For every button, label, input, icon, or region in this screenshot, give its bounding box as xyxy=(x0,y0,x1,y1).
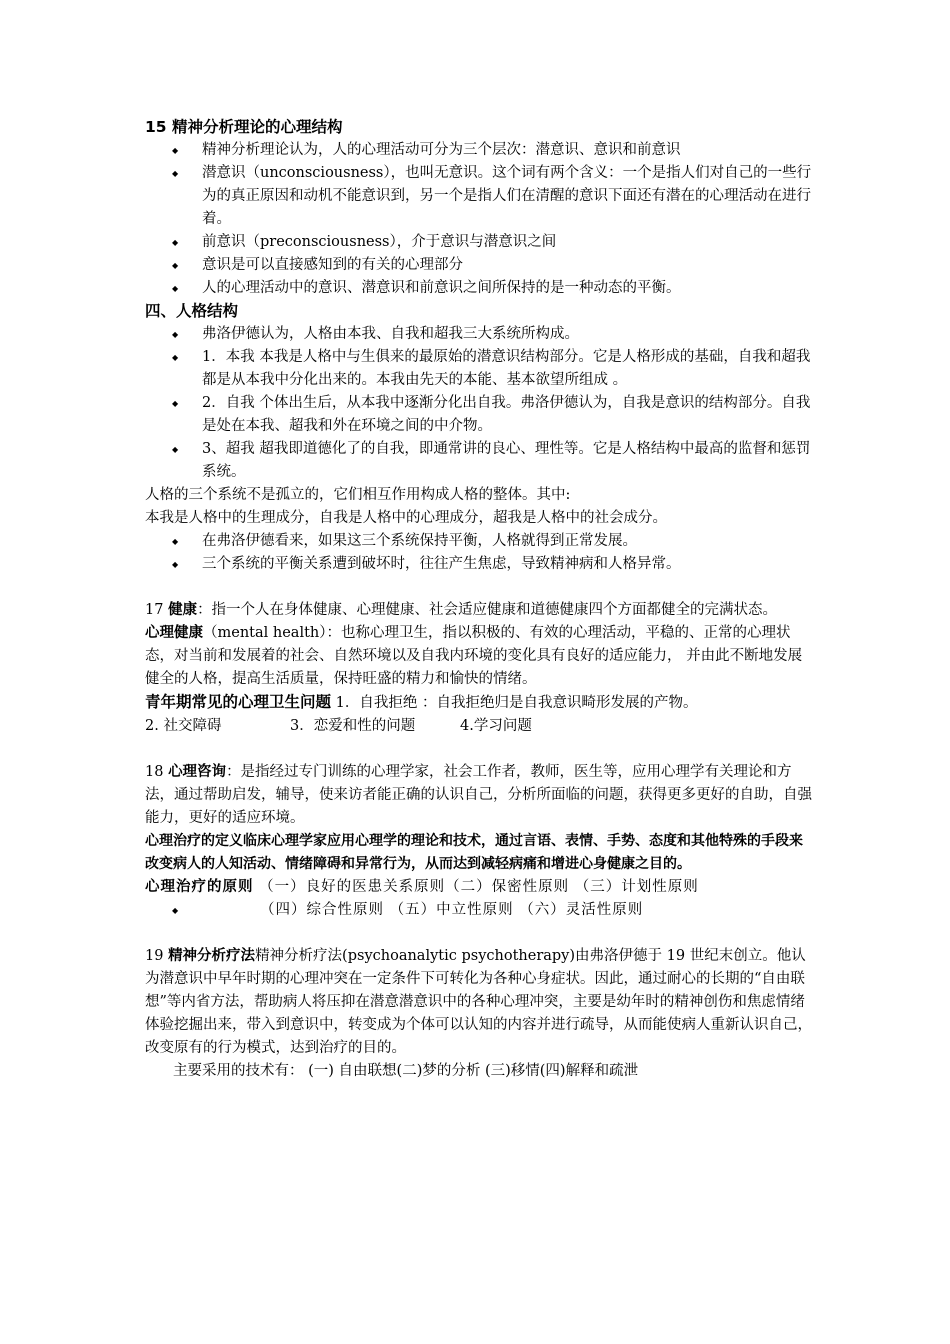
paragraph: 人格的三个系统不是孤立的，它们相互作用构成人格的整体。其中: xyxy=(145,487,571,503)
list-item: ◆ 弗洛伊德认为，人格由本我、自我和超我三大系统所构成。 xyxy=(145,323,815,346)
list-item: ◆ 潜意识（unconsciousness），也叫无意识。这个词有两个含义：一个是指人们对自己的一些行为的真正原因和动机不能意识到，另一个是指人们在清醒的意识下面还有潜在的心理活动在进行着。 xyxy=(145,162,815,231)
list-item: ◆ 人的心理活动中的意识、潜意识和前意识之间所保持的是一种动态的平衡。 xyxy=(145,277,815,300)
list-item: ◆ 在弗洛伊德看来，如果这三个系统保持平衡，人格就得到正常发展。 xyxy=(145,530,815,553)
therapy-principles-list xyxy=(145,899,815,922)
counseling-definition: 18 心理咨询：是指经过专门训练的心理学家，社会工作者，教师，医生等，应用心理学有关理论和方法，通过帮助启发，辅导，使来访者能正确的认识自己，分析所面临的问题，获得更多更好的自助，自强能力，更好的适应环境。 xyxy=(145,764,812,826)
section-15-title: 15 精神分析理论的心理结构 xyxy=(145,118,343,136)
list-item: ◆ 精神分析理论认为，人的心理活动可分为三个层次：潜意识、意识和前意识 xyxy=(145,139,815,162)
psychoanalytic-therapy: 19 精神分析疗法精神分析疗法(psychoanalytic psychotherapy)由弗洛伊德于 19 世纪末创立。他认为潜意识中早年时期的心理冲突在一定条件下可转化为各种心身症状。因此，通过耐心的长期的“自由联想”等内省方法，帮助病人将压抑在潜意潜意识中的各种心理冲突，主要是幼年时的精神创伤和焦虑情绪体验挖掘出来，带入到意识中，转变成为个体可以认知的内容并进行疏导，从而能使病人重新认识自己，改变原有的行为模式，达到治疗的目的。 xyxy=(145,948,812,1056)
youth-problems-title: 青年期常见的心理卫生问题 xyxy=(145,693,332,711)
techniques: 主要采用的技术有： (一) 自由联想(二)梦的分析 (三)移情(四)解释和疏泄 xyxy=(173,1063,639,1079)
section-4-title: 四、人格结构 xyxy=(145,302,239,320)
section-4-list-2 xyxy=(145,530,815,576)
therapy-definition: 心理治疗的定义临床心理学家应用心理学的理论和技术，通过言语、表情、手势、态度和其他特殊的手段来改变病人的人知活动、情绪障碍和异常行为，从而达到减轻病痛和增进心身健康之目的。 xyxy=(145,833,803,872)
counseling-term: 心理咨询 xyxy=(168,764,227,780)
youth-problems: 青年期常见的心理卫生问题 1．自我拒绝 ：自我拒绝归是自我意识畸形发展的产物。 xyxy=(145,693,698,711)
section-4-list xyxy=(145,323,815,484)
mental-health-term: 心理健康 xyxy=(145,625,203,641)
list-item: ◆ 意识是可以直接感知到的有关的心理部分 xyxy=(145,254,815,277)
health-definition: 17 健康：指一个人在身体健康、心理健康、社会适应健康和道德健康四个方面都健全的完满状态。 xyxy=(145,602,778,618)
list-item: ◆ 三个系统的平衡关系遭到破坏时，往往产生焦虑，导致精神病和人格异常。 xyxy=(145,553,815,576)
psychoanalytic-term: 精神分析疗法 xyxy=(168,948,256,964)
youth-problems-more: 2. 社交障碍 3．恋爱和性的问题 4.学习问题 xyxy=(145,718,532,734)
list-item: ◆ 2．自我 个体出生后，从本我中逐渐分化出自我。弗洛伊德认为，自我是意识的结构部分。自我是处在本我、超我和外在环境之间的中介物。 xyxy=(145,392,815,438)
health-term: 健康 xyxy=(168,602,198,618)
paragraph: 本我是人格中的生理成分，自我是人格中的心理成分，超我是人格中的社会成分。 xyxy=(145,510,667,526)
list-item: ◆ 1．本我 本我是人格中与生俱来的最原始的潜意识结构部分。它是人格形成的基础，自我和超我都是从本我中分化出来的。本我由先天的本能、基本欲望所组成 。 xyxy=(145,346,815,392)
therapy-principles: 心理治疗的原则 （一）良好的医患关系原则（二）保密性原则 （三）计划性原则 xyxy=(145,879,699,895)
list-item: ◆ 3、超我 超我即道德化了的自我，即通常讲的良心、理性等。它是人格结构中最高的监督和惩罚系统。 xyxy=(145,438,815,484)
section-15-list xyxy=(145,139,815,300)
document-page xyxy=(145,116,815,1083)
list-item: ◆ 前意识（preconsciousness），介于意识与潜意识之间 xyxy=(145,231,815,254)
mental-health-definition: 心理健康（mental health）：也称心理卫生，指以积极的、有效的心理活动，平稳的、正常的心理状态，对当前和发展着的社会、自然环境以及自我内环境的变化具有良好的适应能力， 并由此不断地发展健全的人格，提高生活质量，保持旺盛的精力和愉快的情绪。 xyxy=(145,625,803,687)
list-item: ◆ （四）综合性原则 （五）中立性原则 （六）灵活性原则 xyxy=(145,899,815,922)
therapy-principles-title: 心理治疗的原则 xyxy=(145,879,254,895)
